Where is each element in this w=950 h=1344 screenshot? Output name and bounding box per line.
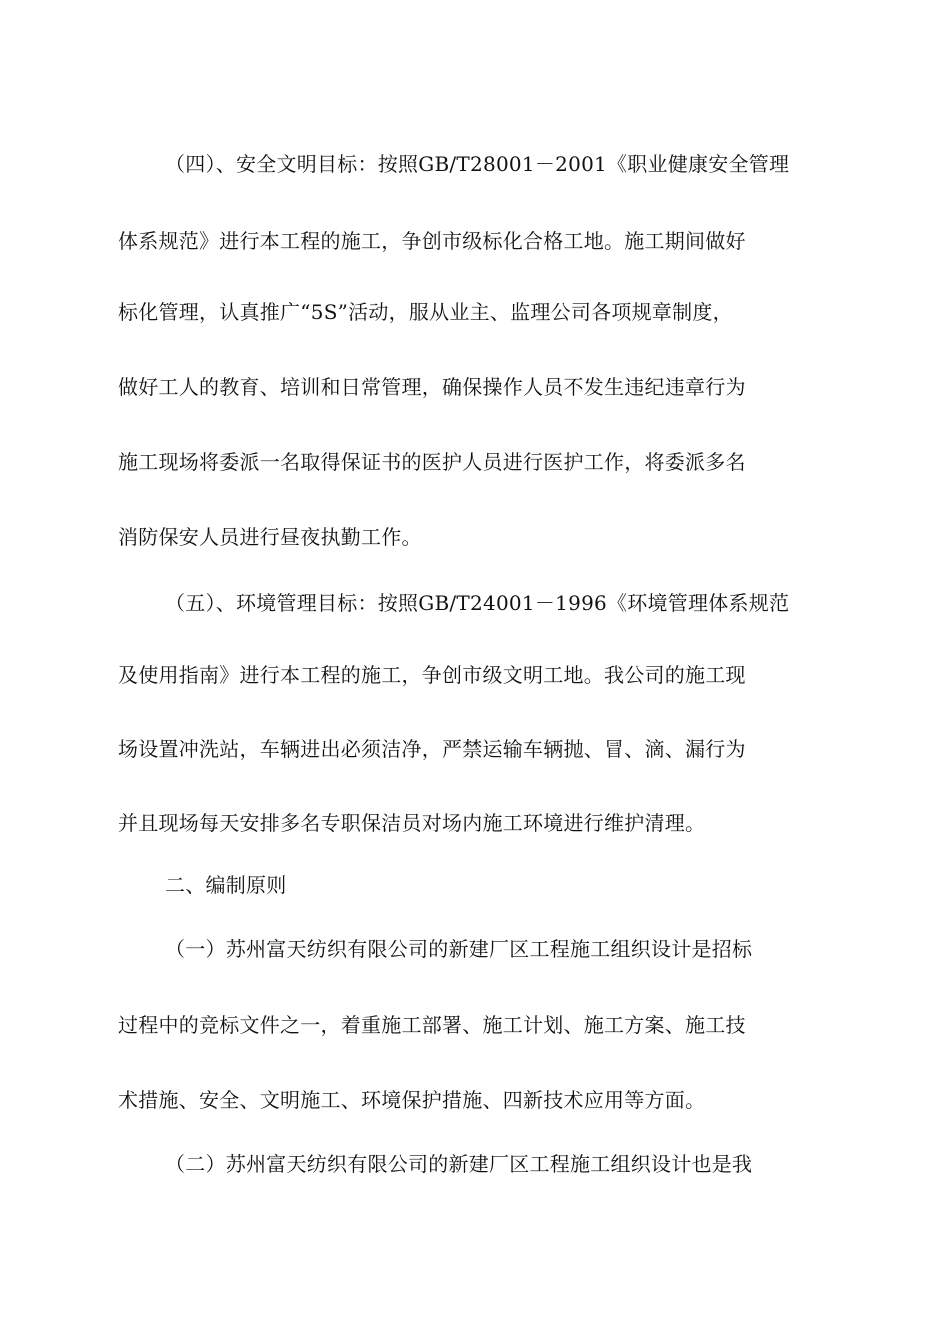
paragraph-line: 施工现场将委派一名取得保证书的医护人员进行医护工作，将委派多名 xyxy=(118,450,746,474)
paragraph-line: 做好工人的教育、培训和日常管理，确保操作人员不发生违纪违章行为 xyxy=(118,375,746,399)
paragraph-line: 消防保安人员进行昼夜执勤工作。 xyxy=(118,525,422,549)
paragraph-line: 并且现场每天安排多名专职保洁员对场内施工环境进行维护清理。 xyxy=(118,811,706,835)
paragraph-line: （五）、环境管理目标：按照GB/T24001－1996《环境管理体系规范 xyxy=(165,591,790,615)
paragraph-line: 标化管理，认真推广“5S”活动，服从业主、监理公司各项规章制度， xyxy=(118,300,733,324)
paragraph-line: （二）苏州富天纺织有限公司的新建厂区工程施工组织设计也是我 xyxy=(165,1152,753,1176)
paragraph-line: 体系规范》进行本工程的施工，争创市级标化合格工地。施工期间做好 xyxy=(118,229,746,253)
paragraph-line: 过程中的竞标文件之一，着重施工部署、施工计划、施工方案、施工技 xyxy=(118,1013,746,1037)
paragraph-line: （一）苏州富天纺织有限公司的新建厂区工程施工组织设计是招标 xyxy=(165,937,753,961)
paragraph-line: 场设置冲洗站，车辆进出必须洁净，严禁运输车辆抛、冒、滴、漏行为 xyxy=(118,737,746,761)
paragraph-line: （四）、安全文明目标：按照GB/T28001－2001《职业健康安全管理 xyxy=(165,152,790,176)
paragraph-line: 术措施、安全、文明施工、环境保护措施、四新技术应用等方面。 xyxy=(118,1088,706,1112)
section-heading: 二、编制原则 xyxy=(165,873,287,897)
paragraph-line: 及使用指南》进行本工程的施工，争创市级文明工地。我公司的施工现 xyxy=(118,663,746,687)
